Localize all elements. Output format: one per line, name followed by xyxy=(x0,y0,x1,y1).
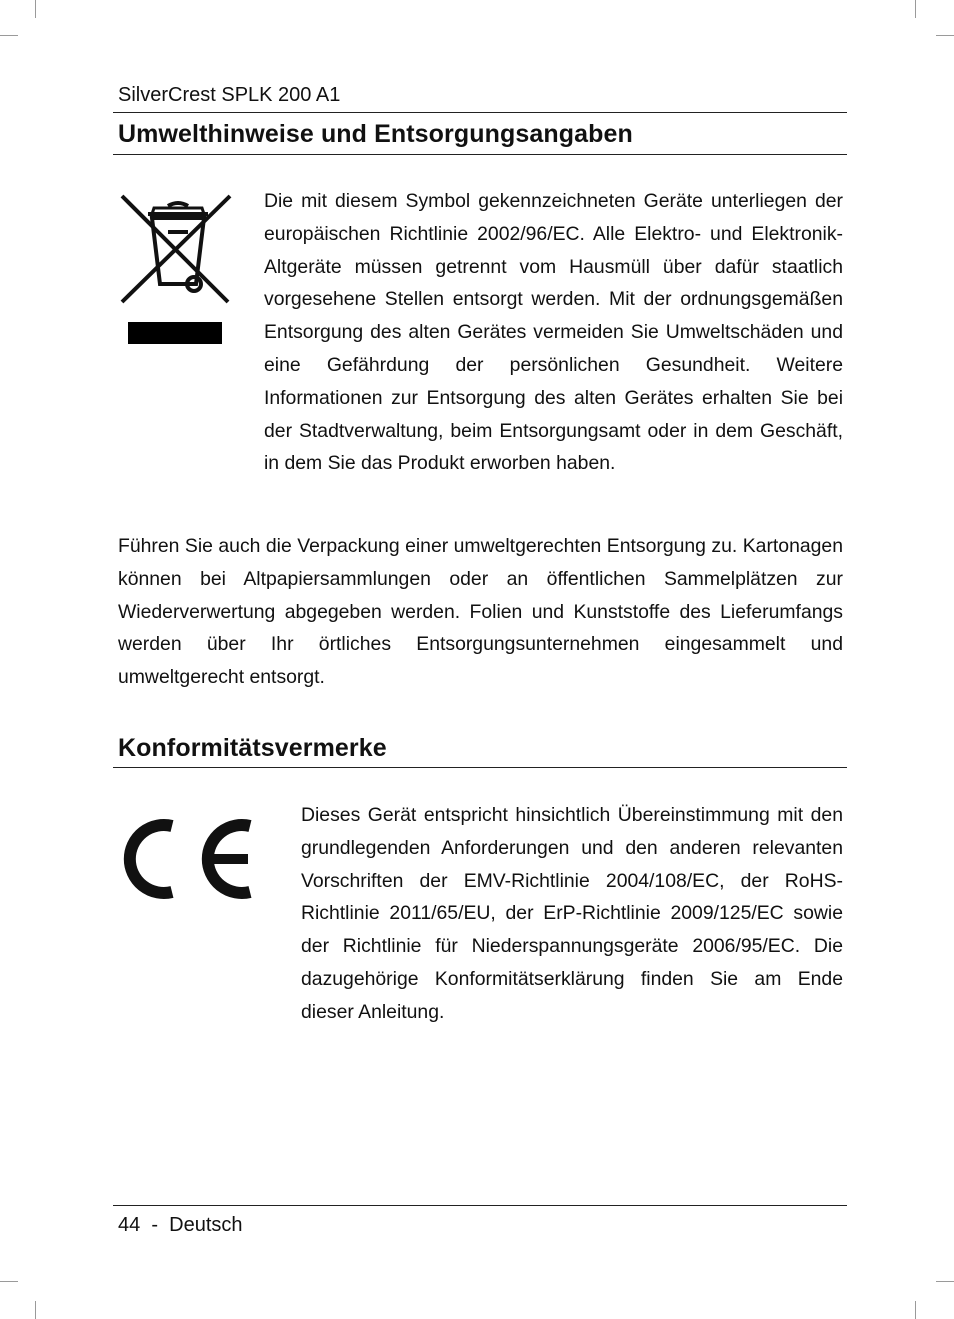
weee-disposal-text: Die mit diesem Symbol gekennzeichneten Geräte unterliegen der europäischen Richtlinie 2002/96/EC. Alle Elektro- und Elektronik-Altgeräte müssen getrennt vom Hausmüll über dafür staatlich vorgesehene Stellen entsorgt werden. Mit der ordnungsgemäßen Entsorgung des alten Gerätes vermeiden Sie Umweltschäden und eine Gefährdung der persönlichen Gesundheit. Weitere Informationen zur Entsorgung des alten Gerätes erhalten Sie bei der Stadtverwaltung, beim Entsorgungsamt oder in dem Geschäft, in dem Sie das Produkt erworben haben. xyxy=(264,190,843,475)
ce-mark-icon xyxy=(120,812,254,906)
packaging-disposal-text: Führen Sie auch die Verpackung einer umweltgerechten Entsorgung zu. Kartonagen können bei Altpapiersammlungen oder an öffentlichen Sammelplätzen zur Wiederverwertung abgegeben werden. Folien und Kunststoffe des Lieferumfangs werden über Ihr örtliches Entsorgungsunternehmen eingesammelt und umweltgerecht entsorgt. xyxy=(118,535,843,689)
page-footer: 44 - Deutsch xyxy=(118,1214,243,1236)
section-heading-environment: Umwelthinweise und Entsorgungsangaben xyxy=(118,120,633,148)
section-rule xyxy=(113,154,847,155)
crop-mark xyxy=(936,1281,954,1282)
header-rule xyxy=(113,112,847,113)
crop-mark xyxy=(35,1301,36,1319)
running-header: SilverCrest SPLK 200 A1 xyxy=(118,84,341,106)
section-rule xyxy=(113,767,847,768)
crop-mark xyxy=(35,0,36,18)
crop-mark xyxy=(0,1281,18,1282)
crop-mark xyxy=(0,35,18,36)
crop-mark xyxy=(915,0,916,18)
footer-rule xyxy=(113,1205,847,1206)
section-heading-conformity: Konformitätsvermerke xyxy=(118,734,387,762)
crop-mark xyxy=(915,1301,916,1319)
crossed-out-wheeled-bin-icon xyxy=(118,192,236,348)
crop-mark xyxy=(936,35,954,36)
conformity-text: Dieses Gerät entspricht hinsichtlich Übereinstimmung mit den grundlegenden Anforderungen und den anderen relevanten Vorschriften der EMV-Richtlinie 2004/108/EC, der RoHS-Richtlinie 2011/65/EU, der ErP-Richtlinie 2009/125/EC sowie der Richtlinie für Niederspannungsgeräte 2006/95/EC. Die dazugehörige Konformitätserklärung finden Sie am Ende dieser Anleitung. xyxy=(301,804,843,1023)
